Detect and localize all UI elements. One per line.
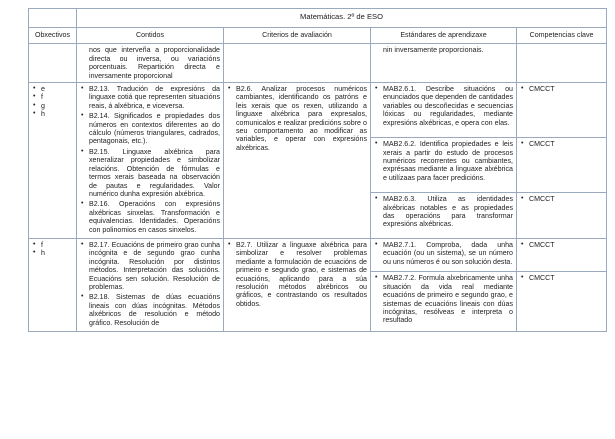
block1-objectives-list — [32, 85, 73, 119]
content-item: • B2.16. Operacións con expresións alxébricas sinxelas. Transformación e equivalencias. Identidades. Operacións con polinomios en casos sinxelos. — [80, 200, 220, 234]
standard-item: • MAB2.7.1. Comproba, dada unha ecuación (ou un sistema), se un número ou uns números é ou son solución desta. — [374, 241, 513, 266]
block2-criteria-cell — [224, 238, 371, 331]
objective-item: • g — [32, 102, 73, 110]
competence-cell — [517, 238, 607, 271]
header-row — [29, 28, 607, 44]
competence-cell — [517, 272, 607, 332]
curriculum-document — [28, 8, 606, 332]
block2-objectives-cell — [29, 238, 77, 331]
standard-cell — [371, 193, 517, 239]
content-item: • B2.15. Linguaxe alxébrica para xeneralizar propiedades e simbolizar relacións. Obtención de fórmulas e termos xerais baseada na observación de pautas e regularidades. Valor numérico dunha expresión alxébrica. — [80, 148, 220, 198]
objective-item: • f — [32, 93, 73, 101]
criterion-item: • B2.7. Utilizar a linguaxe alxébrica para simbolizar e resolver problemas mediante a formulación de ecuacións de primeiro e segundo grao, e sistemas de ecuacións, aplicando para a súa resolución métodos alxébricos ou gráficos, e contrastando os resultados obtidos. — [227, 241, 367, 308]
competence-item: • CMCCT — [520, 195, 603, 203]
standard-cell — [371, 83, 517, 138]
objective-item: • f — [32, 241, 73, 249]
objective-item: • h — [32, 110, 73, 118]
block2-contents-cell — [77, 238, 224, 331]
competence-cell — [517, 193, 607, 239]
header-competences: Competencias clave — [517, 28, 607, 44]
standard-cell — [371, 238, 517, 271]
standard-cell — [371, 138, 517, 193]
content-item: • B2.13. Tradución de expresións da linguaxe cotiá que representen situacións reais, á alxébrica, e viceversa. — [80, 85, 220, 110]
cont-standards-text: nin inversamente proporcionais. — [383, 46, 484, 55]
content-item: • B2.17. Ecuacións de primeiro grao cunha incógnita e de segundo grao cunha incógnita. Resolución por distintos métodos. Interpretación das solucións. Ecuacións sen solución. Resolución de problemas. — [80, 241, 220, 291]
cont-objectives-cell — [29, 44, 77, 83]
cont-contents-cell — [77, 44, 224, 83]
curriculum-table — [28, 8, 607, 332]
competence-item: • CMCCT — [520, 140, 603, 148]
standard-cell — [371, 272, 517, 332]
cont-criteria-cell — [224, 44, 371, 83]
block2-objectives-list — [32, 241, 73, 258]
competence-item: • CMCCT — [520, 274, 603, 282]
competence-cell — [517, 83, 607, 138]
block1-objectives-cell — [29, 83, 77, 239]
competence-item: • CMCCT — [520, 241, 603, 249]
objective-item: • e — [32, 85, 73, 93]
content-item: • B2.14. Significados e propiedades dos números en contextos diferentes ao do cálculo (números triangulares, cadrados, pentagonais, etc.). — [80, 112, 220, 146]
competence-cell — [517, 138, 607, 193]
block2-contents-list — [80, 241, 220, 327]
standard-item: • MAB2.6.1. Describe situacións ou enunciados que dependen de cantidades variables ou descoñecidas e secuencias lóxicas ou regularidades, mediante expresións alxébricas, e opera con elas. — [374, 85, 513, 127]
objective-item: • h — [32, 249, 73, 257]
block1-contents-list — [80, 85, 220, 234]
block1-contents-cell — [77, 83, 224, 239]
standard-item: • MAB2.6.2. Identifica propiedades e leis xerais a partir do estudo de procesos numéricos recorrentes ou cambiantes, exprésaas mediante a linguaxe alxébrica e utilízaas para facer predicións. — [374, 140, 513, 182]
title-row — [29, 9, 607, 28]
block2-criteria-list — [227, 241, 367, 308]
cont-standards-cell — [371, 44, 517, 83]
title-blank-cell — [29, 9, 77, 28]
table-title: Matemáticas. 2º de ESO — [77, 9, 607, 28]
header-standards: Estándares de aprendizaxe — [371, 28, 517, 44]
standard-item: • MAB2.7.2. Formula alxebricamente unha situación da vida real mediante ecuacións de primeiro e segundo grao, e sistemas de ecuacións lineais con dúas incógnitas, resólveas e interpreta o resultado — [374, 274, 513, 324]
continuation-row — [29, 44, 607, 83]
cont-contents-text: nos que interveña a proporcionalidade directa ou inversa, ou variacións porcentuais. Repartición directa e inversamente proporcional — [89, 46, 220, 80]
block1-row1 — [29, 83, 607, 138]
block1-criteria-list — [227, 85, 367, 152]
content-item: • B2.18. Sistemas de dúas ecuacións lineais con dúas incógnitas. Métodos alxébricos de resolución e método gráfico. Resolución de — [80, 293, 220, 327]
cont-competences-cell — [517, 44, 607, 83]
competence-item: • CMCCT — [520, 85, 603, 93]
header-objectives: Obxectivos — [29, 28, 77, 44]
header-criteria: Criterios de avaliación — [224, 28, 371, 44]
standard-item: • MAB2.6.3. Utiliza as identidades alxébricas notables e as propiedades das operacións para transformar expresións alxébricas. — [374, 195, 513, 229]
header-contents: Contidos — [77, 28, 224, 44]
block2-row1 — [29, 238, 607, 271]
criterion-item: • B2.6. Analizar procesos numéricos cambiantes, identificando os patróns e leis xerais que os rexen, utilizando a linguaxe alxébrica para expresalos, comunicalos e realizar predicións sobre o seu comportamento ao modificar as variables, e operar con expresións alxébricas. — [227, 85, 367, 152]
block1-criteria-cell — [224, 83, 371, 239]
